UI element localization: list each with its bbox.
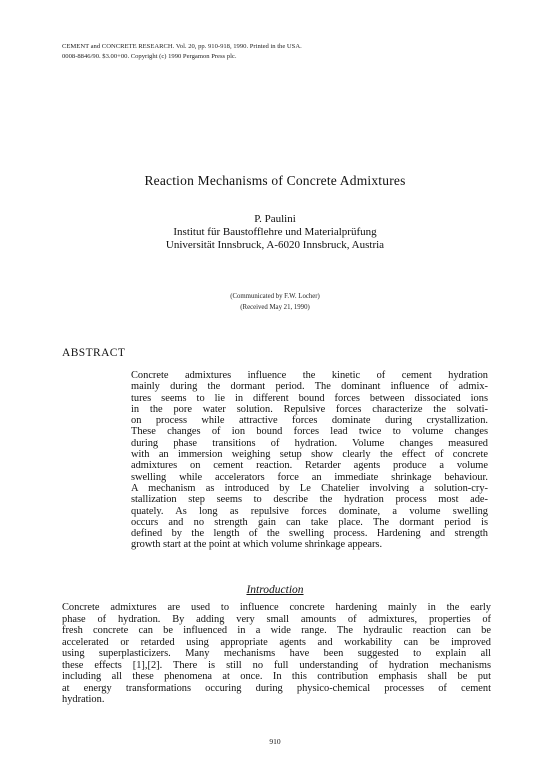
page-number: 910 [269,737,281,746]
abstract-line: quately. As long as repulsive forces dominate, a volume swelling [131,505,488,517]
abstract-line: during phase transitions of hydration. Volume changes measured [131,437,488,449]
intro-line: Concrete admixtures are used to influence concrete hardening mainly in the early [62,602,491,613]
intro-line: these effects [1],[2]. There is still no full understanding of hydration mechanisms [62,659,491,671]
abstract-line: on process while attractive forces dominate during crystallization. [131,415,488,427]
intro-line: including all these phenomena at once. In this contribution emphasis shall be put [62,671,491,682]
journal-citation: CEMENT and CONCRETE RESEARCH. Vol. 20, pp. 910-918, 1990. Printed in the USA. [62,43,302,50]
intro-line: hydration. [62,694,105,705]
intro-line: using superplasticizers. Many mechanisms have been suggested to explain all [62,648,491,659]
abstract-line: stallization step seems to describe the hydration process most ade- [131,494,488,506]
author-affiliation: Institut für Baustofflehre und Materialprüfung [173,226,377,238]
abstract-line: in the pore water solution. Repulsive forces characterize the solvati- [131,403,488,415]
abstract-line: defined by the length of the swelling process. Hardening and strength [131,528,488,540]
abstract-line: Concrete admixtures influence the kinetic of cement hydration [131,370,488,381]
abstract-line: swelling while accelerators force an immediate shrinkage behaviour. [131,471,488,483]
abstract-heading: ABSTRACT [62,347,126,359]
author-block [0,213,550,252]
paper-title: Reaction Mechanisms of Concrete Admixtures [144,173,406,188]
journal-header [62,42,302,62]
abstract-line: A mechanism as introduced by Le Chatelier involving a solution-cry- [131,482,488,494]
abstract-line: mainly during the dormant period. The dominant influence of admix- [131,381,488,393]
author-address: Universität Innsbruck, A-6020 Innsbruck, Austria [165,239,385,251]
intro-line: fresh concrete can be influenced in a wide range. The hydraulic reaction can be [62,625,491,636]
abstract-line: These changes of ion bound forces lead twice to volume changes [131,426,488,438]
abstract-line: admixtures on cement reaction. Retarder agents produce a volume [131,460,488,472]
intro-line: phase of hydration. By adding very small amounts of admixtures, properties of [62,613,491,625]
abstract-line: tures seems to lie in different bound forces between dissociated ions [131,392,488,404]
journal-copyright: 0008-8846/90. $3.00+00. Copyright (c) 1990 Pergamon Press plc. [62,53,237,60]
introduction-text [62,602,491,706]
abstract-line: growth start at the point at which volume shrinkage appears. [131,539,383,551]
intro-line: accelerated or retarded using appropriate agents and workability can be improved [62,636,491,648]
communicated-by: (Communicated by F.W. Locher) [230,293,320,300]
abstract-line: with an immersion weighing setup show clearly the effect of concrete [131,449,488,461]
abstract-text [131,370,488,551]
communication-info [0,292,550,313]
abstract-line: occurs and no strength gain can take place. The dormant period is [131,516,488,528]
author-name: P. Paulini [254,213,296,225]
received-date: (Received May 21, 1990) [240,303,310,311]
introduction-heading: Introduction [246,584,304,596]
intro-line: at energy transformations occuring during physico-chemical processes of cement [62,682,491,694]
